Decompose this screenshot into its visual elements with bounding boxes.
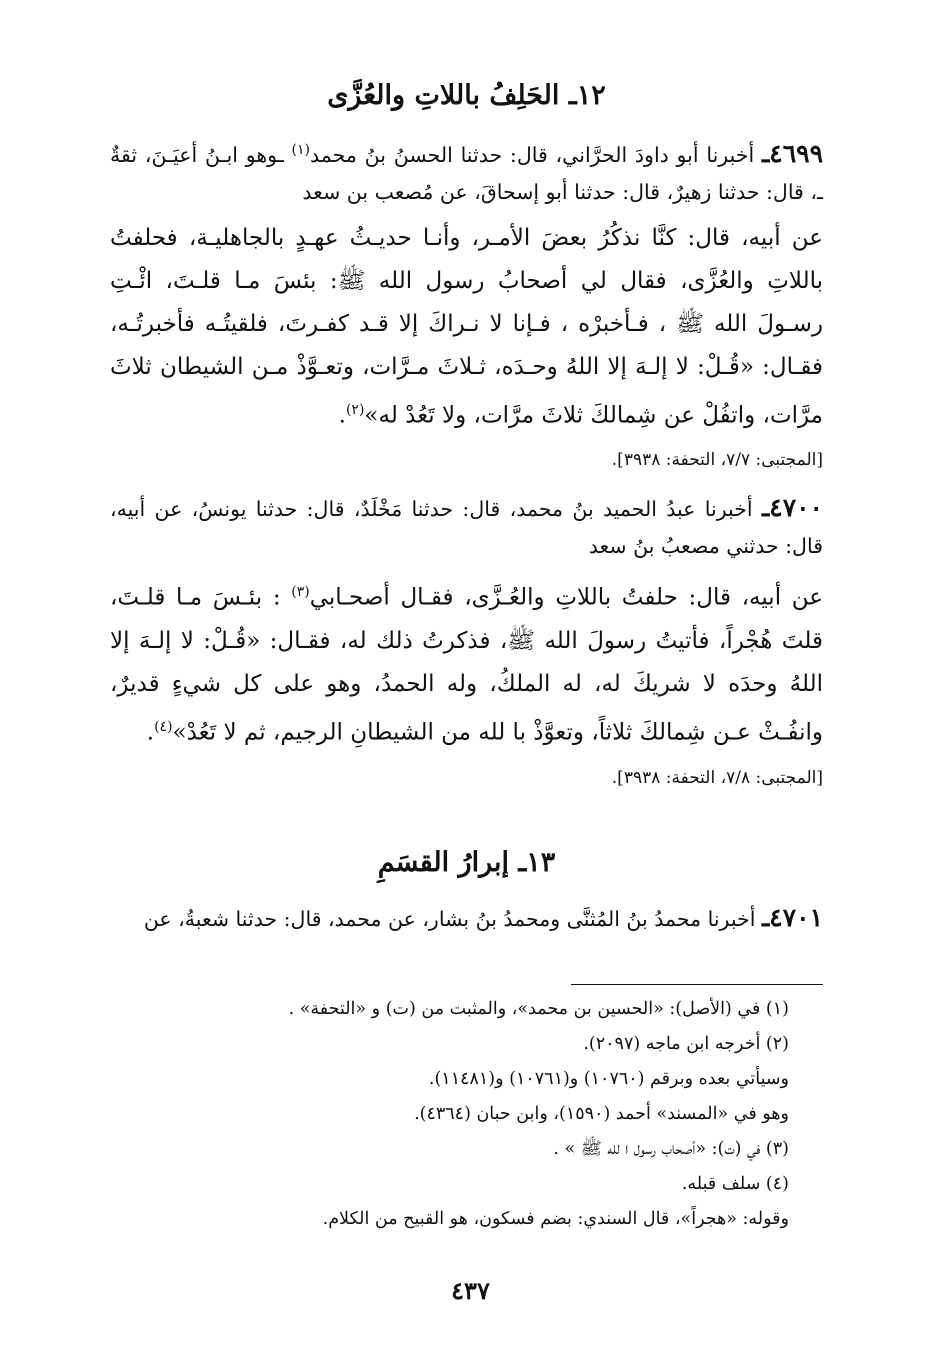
hadith-4699-number: ٤٦٩٩ـ [761, 138, 823, 168]
footnote-ref-3[interactable]: (٣) [291, 584, 310, 601]
hadith-4700-matn-a: عن أبيه، قال: حلفتُ باللاتِ والعُـزَّى، فقـال أصحـابي [309, 585, 823, 612]
footnote-2: (٢) أخرجه ابن ماجه (٢٠٩٧). [583, 1034, 789, 1054]
hadith-4701-number: ٤٧٠١ـ [761, 902, 823, 932]
footnote-2-cont-a: وسيأتي بعده وبرقم (١٠٧٦٠) و(١٠٧٦١) و(١١٤٨١). [428, 1069, 789, 1089]
hadith-4700-reference: [المجتبى: ٧/٨، التحفة: ٣٩٣٨]. [611, 767, 823, 788]
footnotes [288, 992, 789, 1237]
hadith-4699-chain [110, 132, 823, 211]
hadith-4699-reference: [المجتبى: ٧/٧، التحفة: ٣٩٣٨]. [611, 450, 823, 471]
hadith-4699-end: . [338, 402, 346, 429]
footnote-2-cont-b: وهو في «المسند» أحمد (١٥٩٠)، وابن حبان (٤٣٦٤). [414, 1104, 789, 1124]
hadith-4701-chain [110, 899, 823, 938]
hadith-4700-matn-b: : بئـسَ مـا قلـتَ، قلتَ هُجْراً، فأتيتُ رسولَ الله ﷺ، فذكرتُ ذلك له، فقـال: «قُـلْ: لا إلـهَ إلا اللهُ وحدَه لا شريكَ له، له الملكُ، وله الحمدُ، وهو على كل شيءٍ قديرٌ، وانفُـثْ عـن شِمالكَ ثلاثاً، وتعوَّذْ با لله من الشيطانِ الرجيم، ثم لا تَعُدْ» [110, 585, 823, 746]
hadith-4699-chain-text: أخبرنا أبو داودَ الحرَّاني، قال: حدثنا الحسنُ بنُ محمد [310, 142, 755, 167]
footnote-3: (٣) في (ت): «أصحاب رسول ا لله ﷺ » . [553, 1139, 789, 1159]
chapter-12-heading: ١٢ـ الحَلِفُ باللاتِ والعُزَّى [327, 80, 606, 111]
footnote-ref-4[interactable]: (٤) [154, 719, 173, 736]
footnote-ref-2[interactable]: (٢) [345, 401, 365, 418]
hadith-4700-chain [110, 489, 823, 565]
footnote-4-cont: وقوله: «هجراً»، قال السندي: بضم فسكون، هو القبيح من الكلام. [322, 1209, 789, 1229]
hadith-4700-matn [110, 571, 823, 754]
footnote-1: (١) في (الأصل): «الحسين بن محمد»، والمثبت من (ت) و «التحفة» . [288, 999, 789, 1019]
page-number: ٤٣٧ [451, 1276, 490, 1305]
footnote-ref-1[interactable]: (١) [291, 142, 311, 158]
footnote-separator [571, 984, 823, 985]
footnote-4: (٤) سلف قبله. [681, 1174, 789, 1194]
hadith-4700-end: . [146, 719, 155, 746]
hadith-4700-chain-text: أخبرنا عبدُ الحميد بنُ محمد، قال: حدثنا مَخْلَدٌ، قال: حدثنا يونسُ، عن أبيه، قال: حدثني مصعبُ بنُ سعد [110, 497, 823, 559]
hadith-4699-chain-rest: ـوهو ابـنُ أعيَـنَ، ثقةٌ ـ، قال: حدثنا زهيرٌ، قال: حدثنا أبو إسحاقَ، عن مُصعب بن سعد [110, 142, 823, 204]
hadith-4701-chain-text: أخبرنا محمدُ بنُ المُثنَّى ومحمدُ بنُ بشار، عن محمد، قال: حدثنا شعبةُ، عن [143, 906, 756, 931]
hadith-4699-matn-text: عن أبيه، قال: كنَّا نذكُرُ بعضَ الأمـر، وأنـا حديـثُ عهـدٍ بالجاهليـة، فحلفتُ باللاتِ والعُزَّى، فقال لي أصحابُ رسول الله ﷺ: بئسَ مـا قلـتَ، ائْـتِ رسـولَ الله ﷺ ، فـأخبرْه ، فـإنا لا نـراكَ إلا قـد كفـرتَ، فلقيتُـه فأخبرتُـه، فقـال: «قُـلْ: لا إلـهَ إلا اللهُ وحـدَه، ثـلاثَ مـرَّات، وتعـوَّذْ مـن الشيطان ثلاثَ مرَّات، واتفُلْ عن شِمالكَ ثلاثَ مرَّات، ولا تَعُدْ له» [110, 224, 823, 429]
hadith-4700-number: ٤٧٠٠ـ [761, 493, 823, 523]
chapter-13-heading: ١٣ـ إبرارُ القسَمِ [377, 846, 556, 878]
hadith-4699-matn [110, 217, 823, 438]
